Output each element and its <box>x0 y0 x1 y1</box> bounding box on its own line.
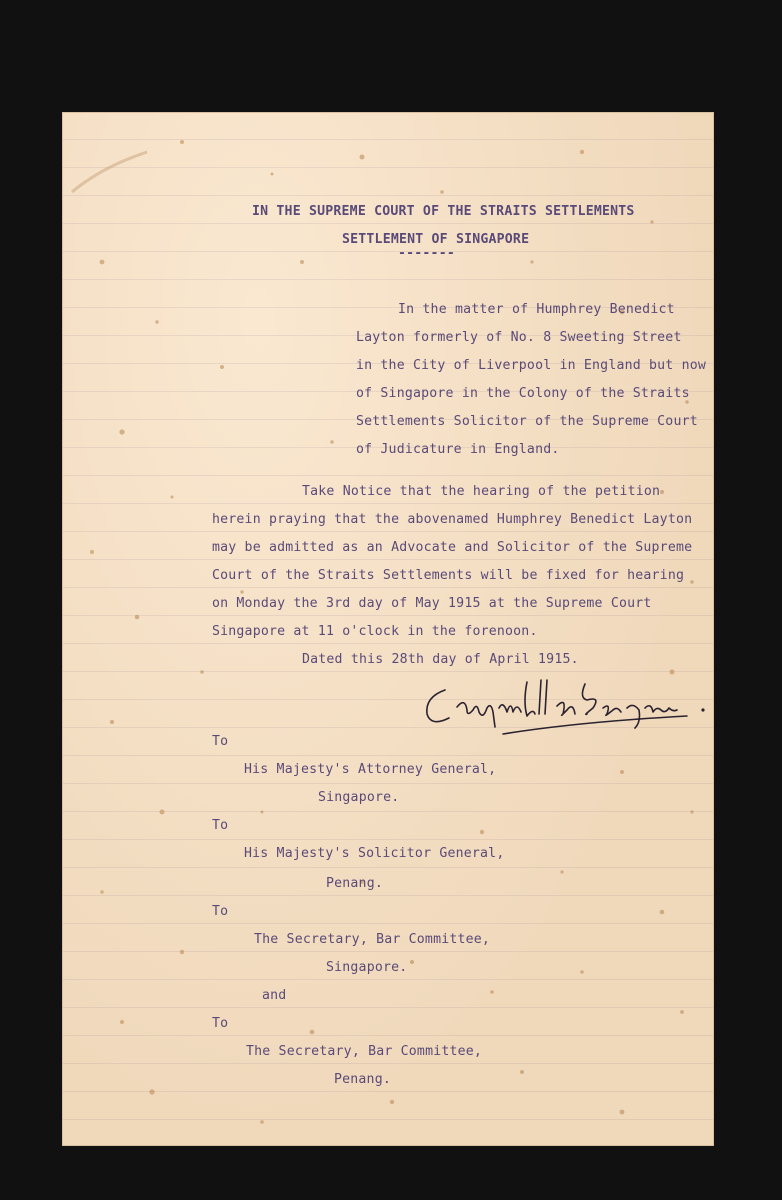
notice-line: Court of the Straits Settlements will be fixed for hearing <box>212 568 685 583</box>
recipient-place: Singapore. <box>326 960 408 975</box>
recipient-bar-committee: The Secretary, Bar Committee, <box>246 1044 483 1059</box>
matter-line: of Judicature in England. <box>356 442 560 457</box>
matter-line: In the matter of Humphrey Benedict <box>398 302 675 317</box>
settlement-caption: SETTLEMENT OF SINGAPORE <box>342 232 530 247</box>
and-connector: and <box>262 988 287 1003</box>
notice-line: Take Notice that the hearing of the petition <box>302 484 661 499</box>
addressee-to: To <box>212 734 229 749</box>
notice-line: herein praying that the abovenamed Humphrey Benedict Layton <box>212 512 693 527</box>
recipient-solicitor-general: His Majesty's Solicitor General, <box>244 846 505 861</box>
notice-line: on Monday the 3rd day of May 1915 at the Supreme Court <box>212 596 652 611</box>
dated-line: Dated this 28th day of April 1915. <box>302 652 579 667</box>
matter-line: Layton formerly of No. 8 Sweeting Street <box>356 330 682 345</box>
matter-line: of Singapore in the Colony of the Straits <box>356 386 690 401</box>
signature <box>417 672 717 747</box>
recipient-place: Penang. <box>334 1072 391 1087</box>
notice-line: may be admitted as an Advocate and Solicitor of the Supreme <box>212 540 693 555</box>
notice-line: Singapore at 11 o'clock in the forenoon. <box>212 624 538 639</box>
addressee-to: To <box>212 904 229 919</box>
court-caption: IN THE SUPREME COURT OF THE STRAITS SETTLEMENTS <box>252 204 635 219</box>
matter-line: in the City of Liverpool in England but now <box>356 358 707 373</box>
addressee-to: To <box>212 1016 229 1031</box>
matter-line: Settlements Solicitor of the Supreme Court <box>356 414 698 429</box>
recipient-place: Penang. <box>326 876 383 891</box>
document-page <box>62 112 714 1146</box>
recipient-bar-committee: The Secretary, Bar Committee, <box>254 932 491 947</box>
addressee-to: To <box>212 818 229 833</box>
recipient-attorney-general: His Majesty's Attorney General, <box>244 762 497 777</box>
recipient-place: Singapore. <box>318 790 400 805</box>
caption-rule: ------- <box>398 246 455 261</box>
